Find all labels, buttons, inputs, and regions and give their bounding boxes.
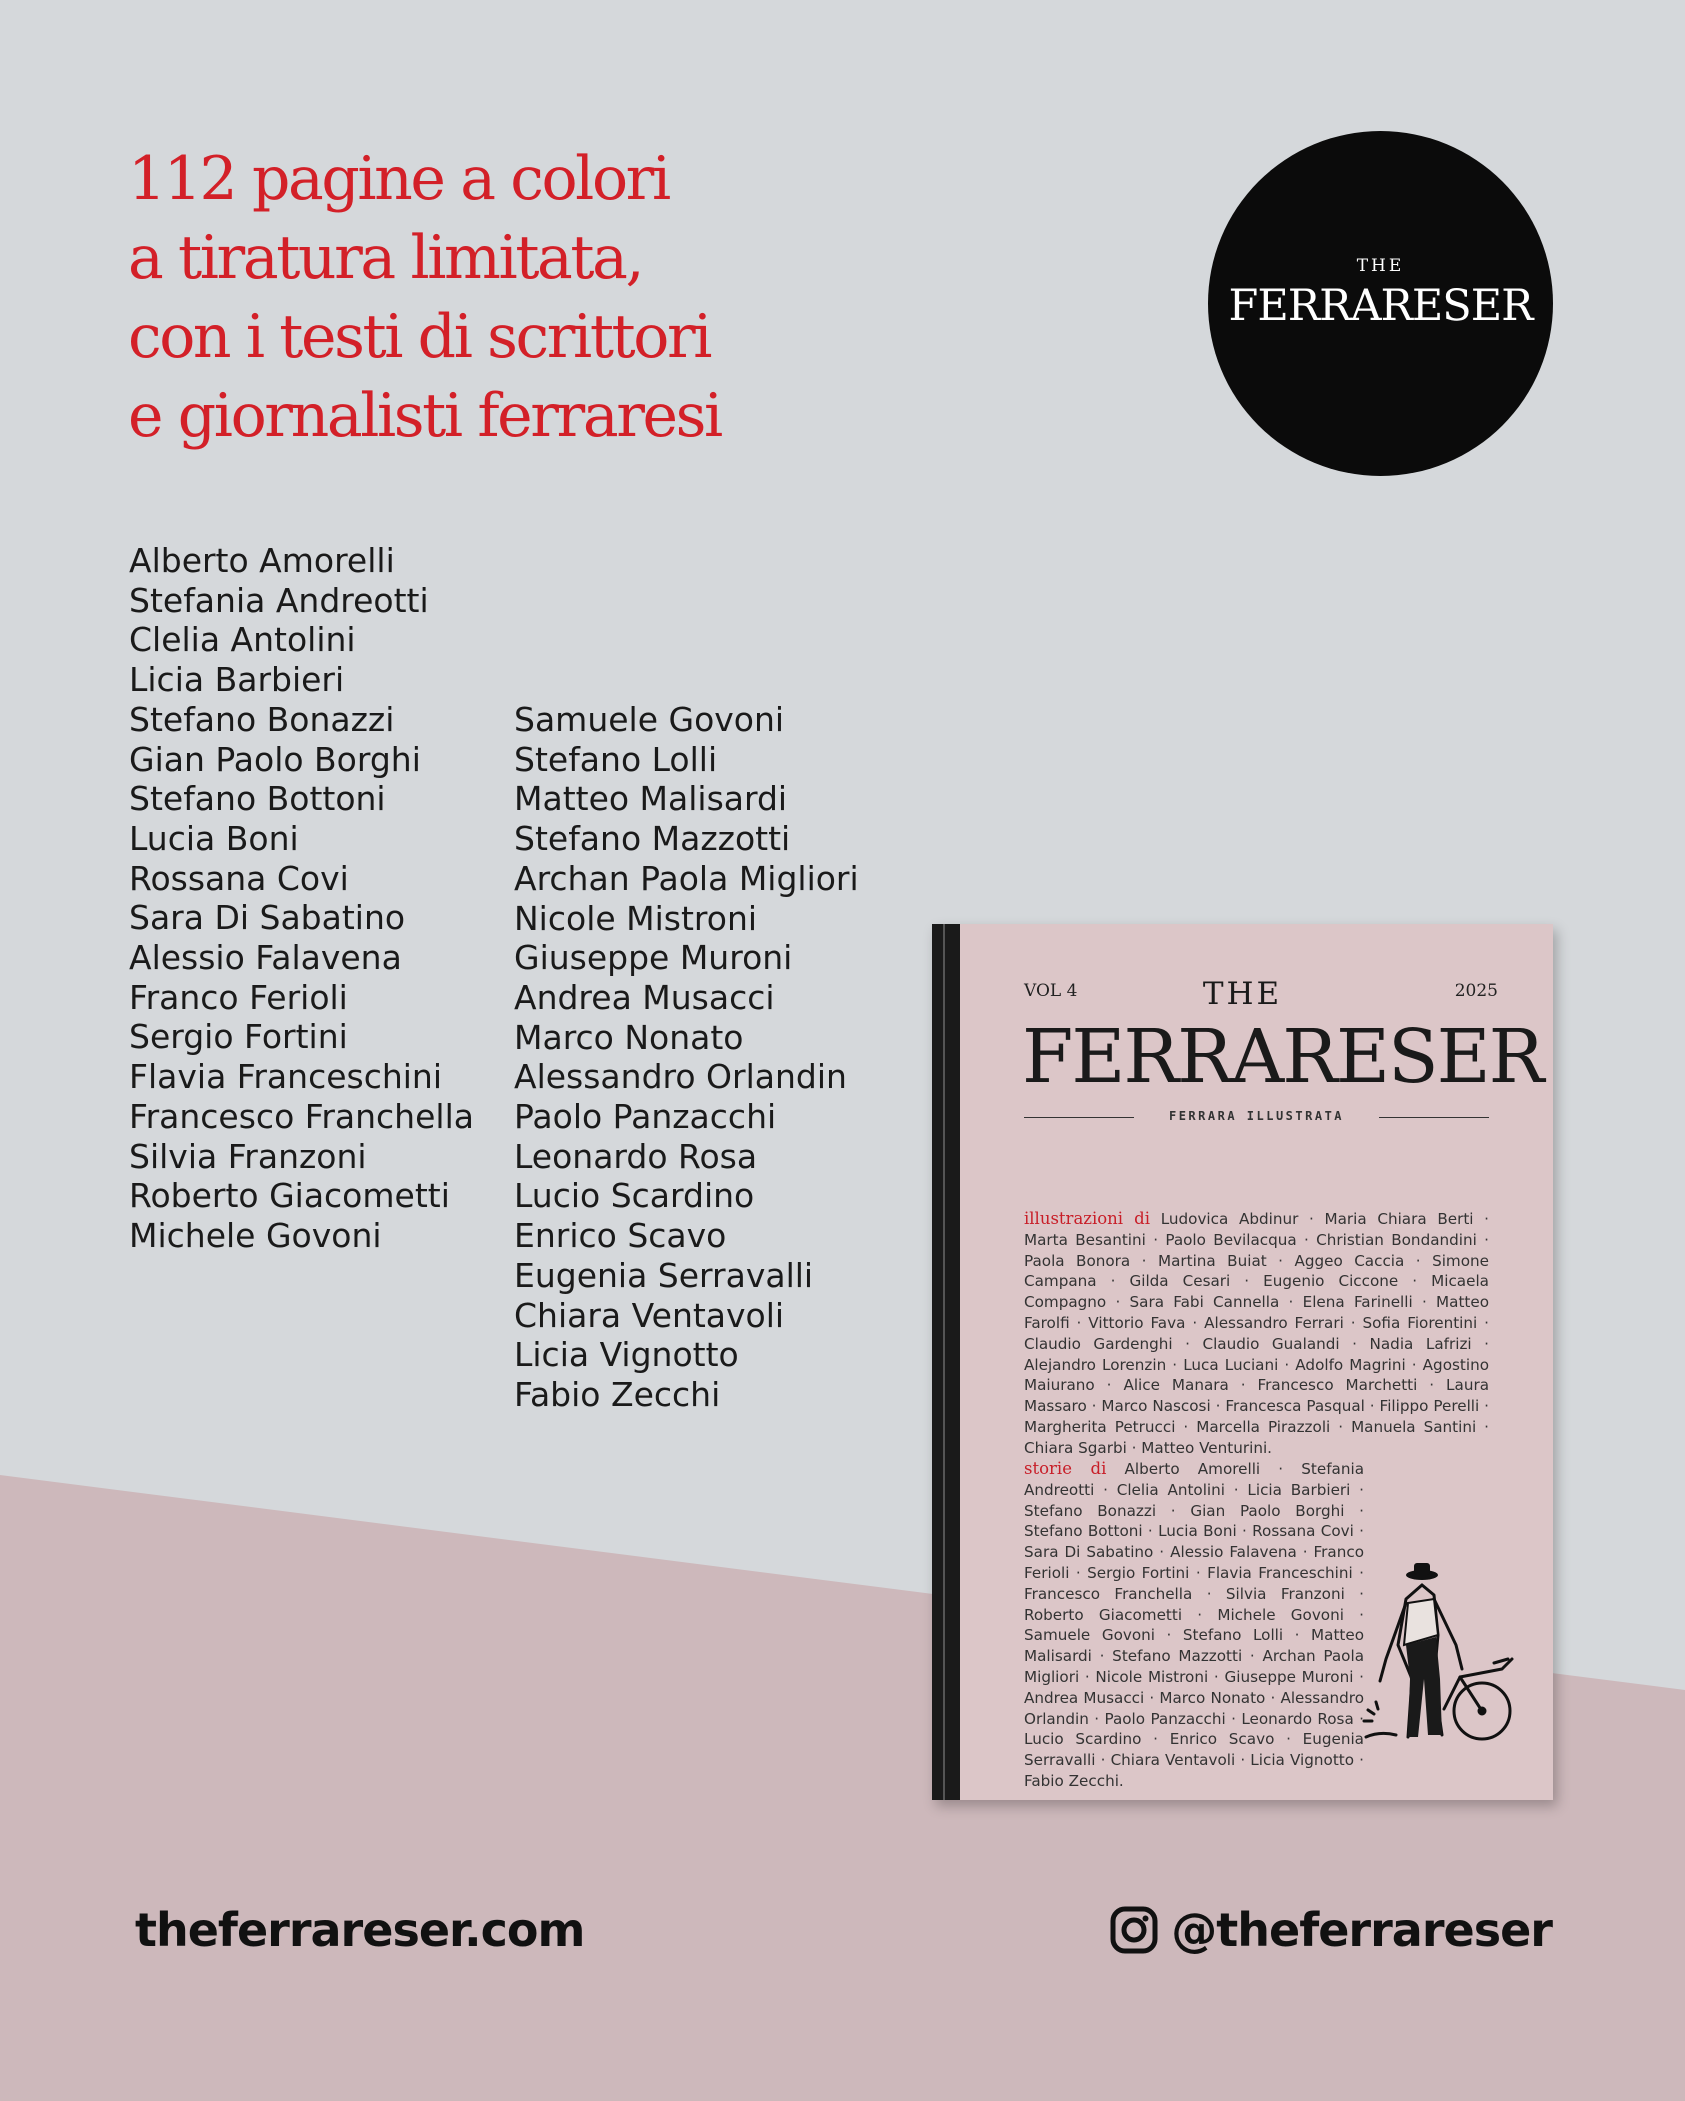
headline-line: con i testi di scrittori — [128, 302, 711, 372]
author-name: Michele Govoni — [129, 1215, 382, 1255]
author-name: Chiara Ventavoli — [514, 1295, 785, 1335]
author-name: Silvia Franzoni — [129, 1136, 367, 1176]
author-name: Sara Di Sabatino — [129, 898, 406, 938]
headline — [128, 140, 888, 456]
instagram-link[interactable] — [1109, 1903, 1552, 1957]
author-name: Andrea Musacci — [514, 977, 775, 1017]
author-name: Paolo Panzacchi — [514, 1097, 777, 1137]
author-name: Giuseppe Muroni — [514, 938, 793, 978]
website-link[interactable]: theferrareser.com — [135, 1903, 585, 1957]
author-name: Clelia Antolini — [129, 620, 356, 660]
authors-column-1 — [129, 541, 474, 1256]
cover-stories — [1024, 1459, 1364, 1792]
author-name: Samuele Govoni — [514, 700, 785, 739]
author-name: Marco Nonato — [514, 1017, 744, 1057]
author-name: Stefano Lolli — [514, 739, 718, 779]
cover-title: FERRARESER — [1022, 1014, 1543, 1100]
logo-name: FERRARESER — [1228, 281, 1533, 331]
author-name: Enrico Scavo — [514, 1216, 727, 1256]
author-name: Archan Paola Migliori — [514, 858, 859, 898]
stories-lead: storie di — [1024, 1459, 1107, 1478]
cover-title-the: THE — [1202, 976, 1283, 1012]
cover-volume: VOL 4 — [1024, 981, 1078, 1001]
author-name: Stefano Bonazzi — [129, 699, 395, 739]
stories-list: Alberto Amorelli · Stefania Andreotti · Clelia Antolini · Licia Barbieri · Stefano Bonazzi · Gian Paolo Borghi · Stefano Bottoni · Lucia Boni · Rossana Covi · Sara Di Sabatino · Alessio Falavena · Franco Ferioli · Sergio Fortini · Flavia Franceschini · Francesco Franchella · Silvia Franzoni · Roberto Giacometti · Michele Govoni · Samuele Govoni · Stefano Lolli · Matteo Malisardi · Stefano Mazzotti · Archan Paola Migliori · Nicole Mistroni · Giuseppe Muroni · Andrea Musacci · Marco Nonato · Alessandro Orlandin · Paolo Panzacchi · Leonardo Rosa · Lucio Scardino · Enrico Scavo · Eugenia Serravalli · Chiara Ventavoli · Licia Vignotto · Fabio Zecchi. — [1024, 1460, 1365, 1790]
author-name: Francesco Franchella — [129, 1096, 474, 1136]
author-name: Stefano Mazzotti — [514, 819, 791, 859]
author-name: Licia Barbieri — [129, 660, 345, 700]
author-name: Flavia Franceschini — [129, 1057, 443, 1097]
logo-the: THE — [1356, 256, 1405, 276]
illustrators-list: Ludovica Abdinur · Maria Chiara Berti · Marta Besantini · Paolo Bevilacqua · Christian Bondandini · Paola Bonora · Martina Buiat · Aggeo Caccia · Simone Campana · Gilda Cesari · Eugenio Ciccone · Micaela Compagno · Sara Fabi Cannella · Elena Farinelli · Matteo Farolfi · Vittorio Fava · Alessandro Ferrari · Sofia Fiorentini · Claudio Gardenghi · Claudio Gualandi · Nadia Lafrizi · Alejandro Lorenzin · Luca Luciani · Adolfo Magrini · Agostino Maiurano · Alice Manara · Francesco Marchetti · Laura Massaro · Marco Nascosi · Francesca Pasqual · Filippo Perelli · Margherita Petrucci · Marcella Pirazzoli · Manuela Santini · Chiara Sgarbi · Matteo Venturini. — [1024, 1210, 1489, 1457]
cover-illustrators — [1024, 1209, 1489, 1459]
author-name: Lucio Scardino — [514, 1176, 755, 1216]
headline-line: 112 pagine a colori — [128, 144, 669, 214]
author-name: Franco Ferioli — [129, 977, 348, 1017]
cover-year: 2025 — [1454, 981, 1498, 1001]
author-name: Nicole Mistroni — [514, 898, 758, 938]
cyclist-illustration — [1362, 1559, 1522, 1749]
magazine-cover — [932, 924, 1553, 1800]
author-name: Alessandro Orlandin — [514, 1057, 847, 1097]
author-name: Alberto Amorelli — [129, 541, 395, 580]
cover-spine — [932, 924, 960, 1800]
instagram-icon — [1109, 1905, 1159, 1955]
author-name: Fabio Zecchi — [514, 1374, 721, 1414]
headline-line: a tiratura limitata, — [128, 223, 643, 293]
author-name: Stefania Andreotti — [129, 580, 429, 620]
headline-line: e giornalisti ferraresi — [128, 381, 721, 451]
author-name: Eugenia Serravalli — [514, 1255, 814, 1295]
author-name: Leonardo Rosa — [514, 1136, 758, 1176]
author-name: Sergio Fortini — [129, 1017, 348, 1057]
author-name: Gian Paolo Borghi — [129, 739, 421, 779]
brand-logo — [1208, 131, 1553, 476]
illustrators-lead: illustrazioni di — [1024, 1209, 1151, 1228]
author-name: Rossana Covi — [129, 858, 349, 898]
author-name: Roberto Giacometti — [129, 1176, 450, 1216]
instagram-handle[interactable]: @theferrareser — [1171, 1903, 1552, 1957]
author-name: Licia Vignotto — [514, 1335, 739, 1375]
cover-subtitle: FERRARA ILLUSTRATA — [1168, 1109, 1345, 1123]
author-name: Matteo Malisardi — [514, 779, 788, 819]
authors-column-2 — [514, 700, 859, 1415]
author-name: Lucia Boni — [129, 818, 299, 858]
author-name: Stefano Bottoni — [129, 779, 386, 819]
author-name: Alessio Falavena — [129, 938, 402, 978]
